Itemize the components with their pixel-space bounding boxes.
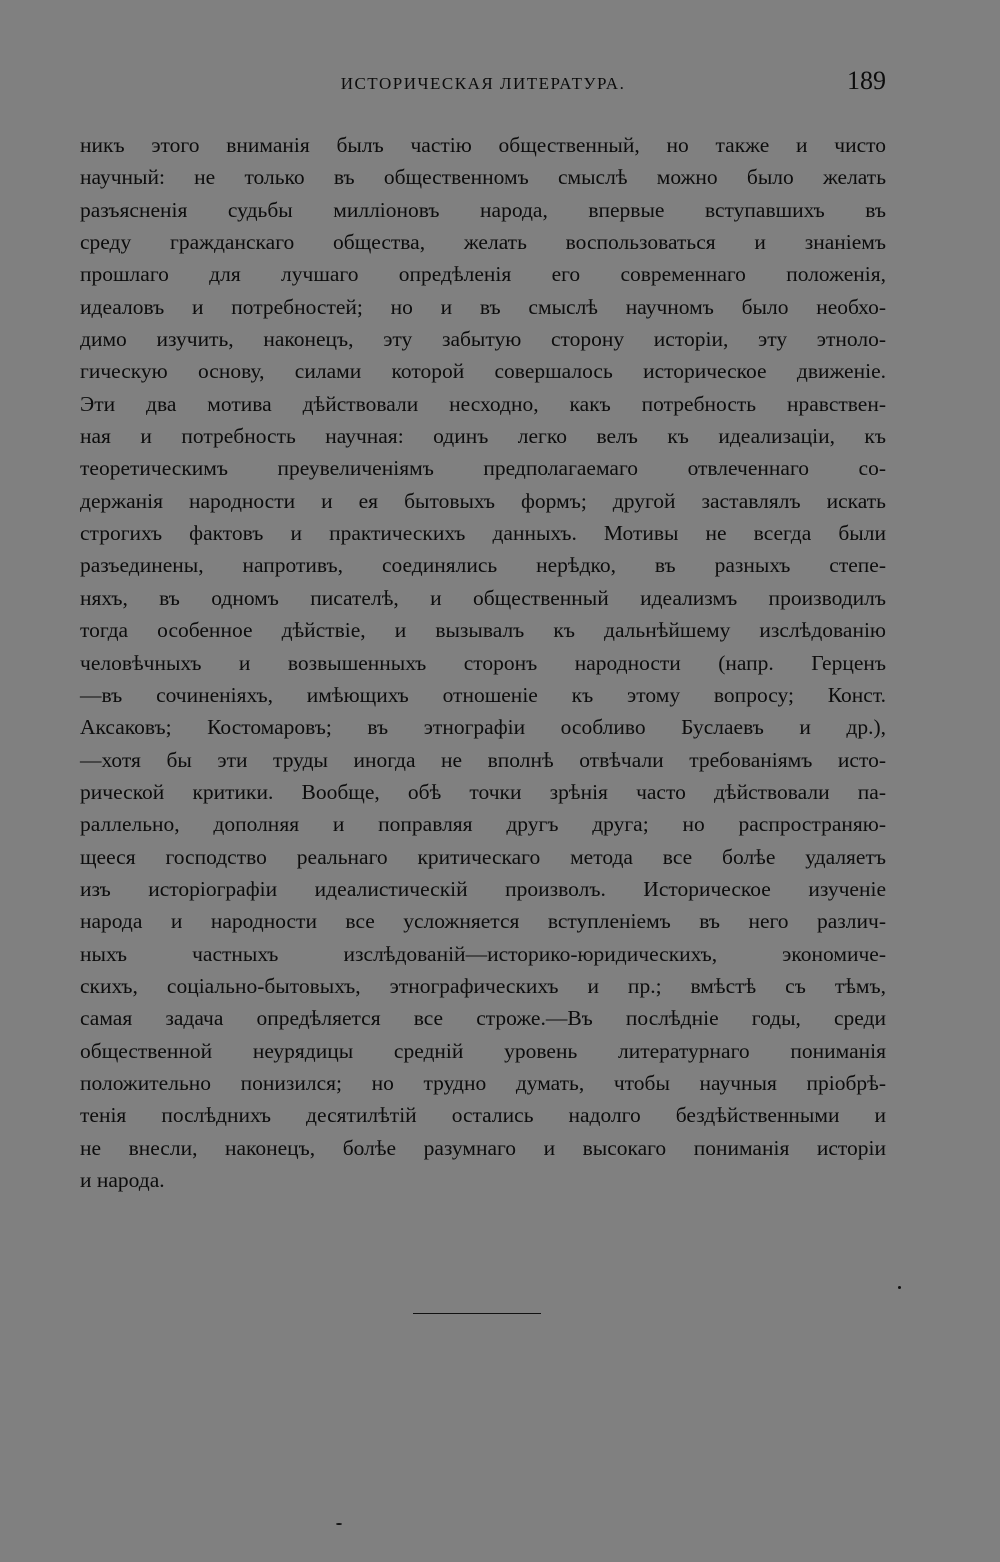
scan-speck	[336, 1523, 342, 1525]
text-line: димо изучить, наконецъ, эту забытую сторону исторіи, эту этноло-	[80, 327, 886, 352]
text-line: ная и потребность научная: одинъ легко велъ къ идеализаціи, къ	[80, 424, 886, 449]
text-line: —въ сочиненіяхъ, имѣющихъ отношеніе къ этому вопросу; Конст.	[80, 682, 886, 707]
page-number: 189	[847, 66, 886, 95]
text-line: гическую основу, силами которой совершалось историческое движеніе.	[80, 359, 886, 384]
text-line: —хотя бы эти труды иногда не вполнѣ отвѣчали требованіямъ исто-	[80, 747, 886, 772]
text-line: разъясненія судьбы милліоновъ народа, впервые вступавшихъ въ	[80, 197, 886, 222]
text-line: человѣчныхъ и возвышенныхъ сторонъ народности (напр. Герценъ	[80, 650, 886, 675]
text-line: Аксаковъ; Костомаровъ; въ этнографіи особливо Буслаевъ и др.),	[80, 715, 886, 740]
text-line: разъединены, напротивъ, соединялись нерѣдко, въ разныхъ степе-	[80, 553, 886, 578]
section-end-rule	[413, 1313, 541, 1314]
text-line: самая задача опредѣляется все строже.—Въ послѣдніе годы, среди	[80, 1006, 886, 1031]
text-line: раллельно, дополняя и поправляя другъ друга; но распространяю-	[80, 812, 886, 837]
text-line: няхъ, въ одномъ писателѣ, и общественный идеализмъ производилъ	[80, 585, 886, 610]
body-paragraph	[80, 129, 886, 1196]
text-line: строгихъ фактовъ и практическихъ данныхъ. Мотивы не всегда были	[80, 521, 886, 546]
text-line: общественной неурядицы средній уровень литературнаго пониманія	[80, 1038, 886, 1063]
text-line: народа и народности все усложняется вступленіемъ въ него различ-	[80, 909, 886, 934]
text-line: научный: не только въ общественномъ смыслѣ можно было желать	[80, 165, 886, 190]
text-line: держанія народности и ея бытовыхъ формъ; другой заставлялъ искать	[80, 488, 886, 513]
text-line: изъ исторіографіи идеалистическій произволъ. Историческое изученіе	[80, 876, 886, 901]
text-line: не внесли, наконецъ, болѣе разумнаго и высокаго пониманія исторіи	[80, 1135, 886, 1160]
text-line: ныхъ частныхъ изслѣдованій—историко-юридическихъ, экономиче-	[80, 941, 886, 966]
text-line: рической критики. Вообще, обѣ точки зрѣнія часто дѣйствовали па-	[80, 779, 886, 804]
text-line: прошлаго для лучшаго опредѣленія его современнаго положенія,	[80, 262, 886, 287]
text-line: Эти два мотива дѣйствовали несходно, какъ потребность нравствен-	[80, 391, 886, 416]
text-line: положительно понизился; но трудно думать, чтобы научныя пріобрѣ-	[80, 1070, 886, 1095]
text-line: тогда особенное дѣйствіе, и вызывалъ къ дальнѣйшему изслѣдованію	[80, 618, 886, 643]
text-line: и народа.	[80, 1168, 165, 1192]
text-line: среду гражданскаго общества, желать воспользоваться и знаніемъ	[80, 230, 886, 255]
text-line: теоретическимъ преувеличеніямъ предполагаемаго отвлеченнаго со-	[80, 456, 886, 481]
text-line: тенія послѣднихъ десятилѣтій остались надолго бездѣйственными и	[80, 1103, 886, 1128]
text-line: скихъ, соціально-бытовыхъ, этнографическихъ и пр.; вмѣстѣ съ тѣмъ,	[80, 973, 886, 998]
text-line: щееся господство реальнаго критическаго метода все болѣе удаляетъ	[80, 844, 886, 869]
text-line: никъ этого вниманія былъ частію общественный, но также и чисто	[80, 133, 886, 157]
text-line: идеаловъ и потребностей; но и въ смыслѣ научномъ было необхо-	[80, 294, 886, 319]
running-title: ИСТОРИЧЕСКАЯ ЛИТЕРАТУРА.	[340, 74, 626, 93]
scan-speck	[898, 1286, 901, 1289]
running-header	[80, 66, 886, 102]
